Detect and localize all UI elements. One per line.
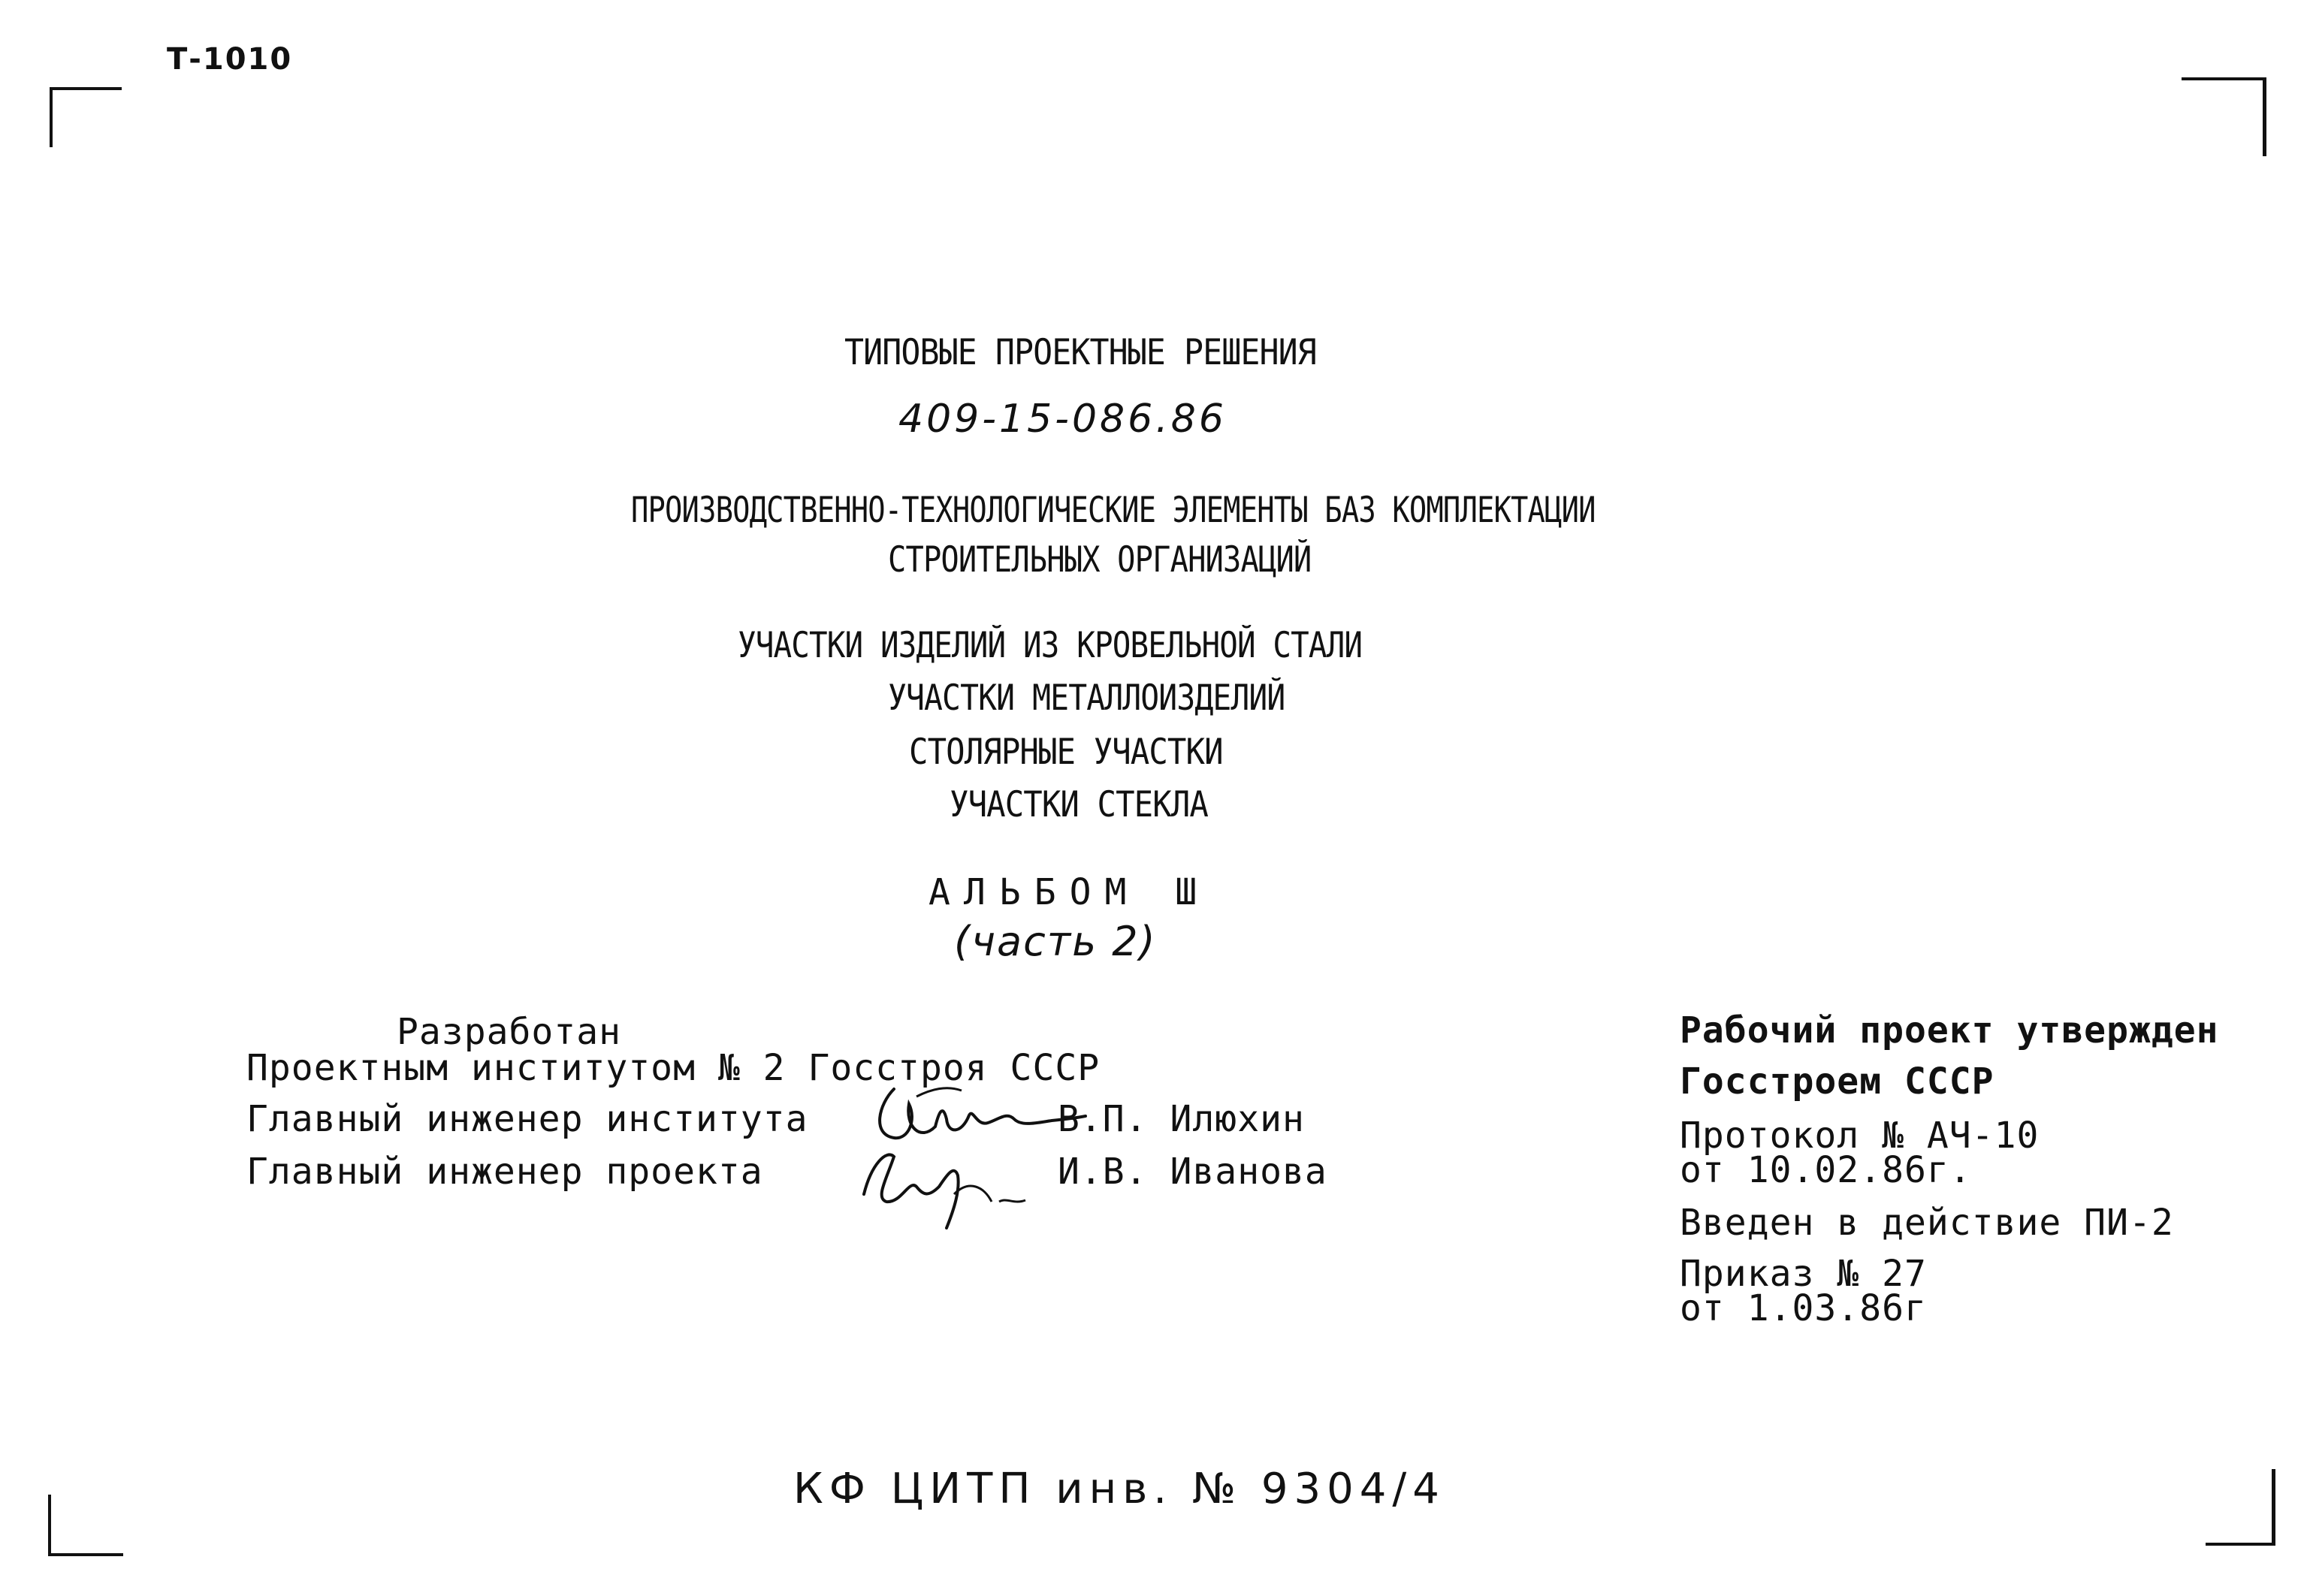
document-number: 409-15-086.86 xyxy=(898,397,1227,442)
role-title-chief-engineer-institute: Главный инженер института xyxy=(246,1098,808,1140)
footer-inventory-stamp: КФ ЦИТП инв. № 9304/4 xyxy=(793,1465,1445,1513)
developer-org: Проектным институтом № 2 Госстроя СССР xyxy=(246,1047,1101,1089)
role-name-chief-engineer-institute: В.П. Илюхин xyxy=(1058,1098,1305,1140)
signature-ivanova xyxy=(841,1134,1037,1232)
document-heading: ТИПОВЫЕ ПРОЕКТНЫЕ РЕШЕНИЯ xyxy=(844,332,1316,373)
approval-enacted: Введен в действие ПИ-2 xyxy=(1680,1202,2174,1244)
developer-label: Разработан xyxy=(397,1011,621,1053)
corner-mark-bottom-right-v xyxy=(2272,1469,2275,1546)
corner-mark-top-left-v xyxy=(50,87,53,147)
corner-mark-bottom-left-v xyxy=(48,1495,51,1556)
approval-line-2: Госстроем СССР xyxy=(1680,1060,1994,1103)
approval-line-1: Рабочий проект утвержден xyxy=(1680,1009,2219,1051)
album-part: (часть 2) xyxy=(954,918,1157,965)
corner-mark-top-left-h xyxy=(50,87,122,90)
title-line-1: ПРОИЗВОДСТВЕННО-ТЕХНОЛОГИЧЕСКИЕ ЭЛЕМЕНТЫ БАЗ КОМПЛЕКТАЦИИ xyxy=(631,490,1596,531)
corner-mark-top-right-v xyxy=(2263,77,2266,156)
role-title-chief-engineer-project: Главный инженер проекта xyxy=(246,1151,763,1193)
document-code: Т-1010 xyxy=(167,42,293,77)
approval-order: Приказ № 27 xyxy=(1680,1253,1927,1295)
corner-mark-bottom-right-h xyxy=(2206,1543,2275,1546)
corner-mark-bottom-left-h xyxy=(48,1553,123,1556)
section-roofing-steel: УЧАСТКИ ИЗДЕЛИЙ ИЗ КРОВЕЛЬНОЙ СТАЛИ xyxy=(738,625,1363,666)
approval-protocol: Протокол № АЧ-10 xyxy=(1680,1115,2040,1157)
section-joinery: СТОЛЯРНЫЕ УЧАСТКИ xyxy=(909,732,1223,773)
approval-protocol-date: от 10.02.86г. xyxy=(1680,1149,1972,1191)
approval-order-date: от 1.03.86г xyxy=(1680,1287,1927,1329)
corner-mark-top-right-h xyxy=(2182,77,2266,80)
title-line-2: СТРОИТЕЛЬНЫХ ОРГАНИЗАЦИЙ xyxy=(888,539,1312,581)
section-glass: УЧАСТКИ СТЕКЛА xyxy=(950,784,1208,825)
section-metal-products: УЧАСТКИ МЕТАЛЛОИЗДЕЛИЙ xyxy=(888,677,1285,719)
role-name-chief-engineer-project: И.В. Иванова xyxy=(1058,1151,1327,1193)
album-label: АЛЬБОМ Ш xyxy=(929,871,1211,913)
